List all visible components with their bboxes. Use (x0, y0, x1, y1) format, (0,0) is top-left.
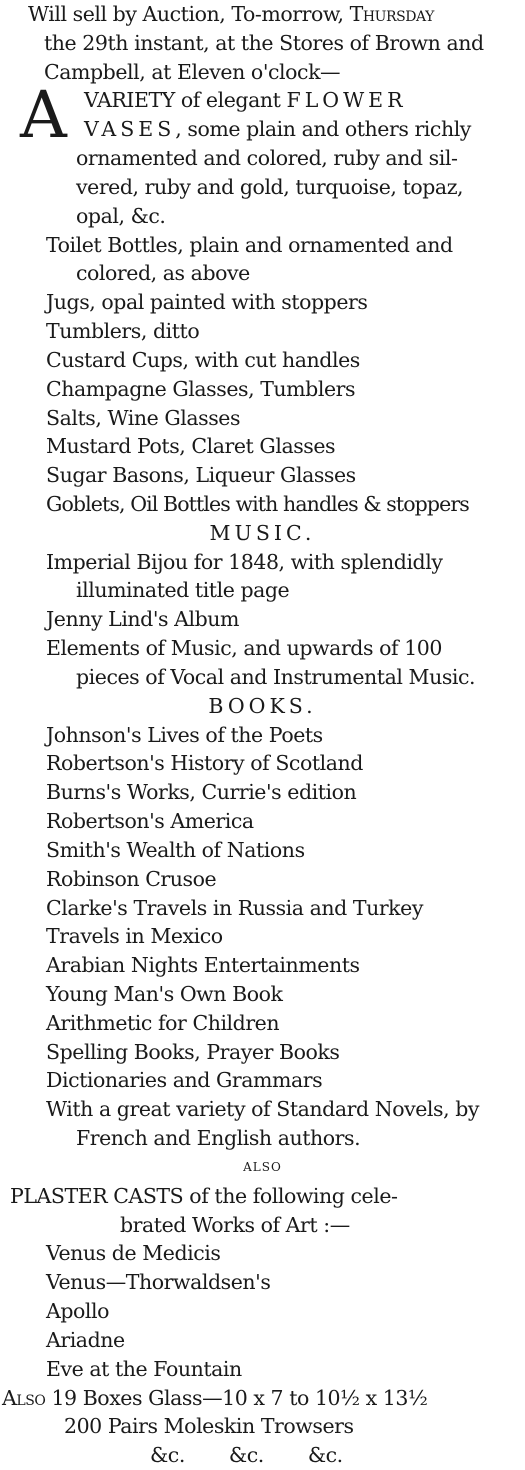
glass-line-4: vered, ruby and gold, turquoise, topaz, (76, 174, 464, 199)
cast-item: Ariadne (46, 1327, 125, 1352)
also-heading: ALSO (243, 1159, 282, 1174)
item-elements-of-music-cont: pieces of Vocal and Instrumental Music. (76, 664, 476, 689)
cast-item: Venus de Medicis (46, 1241, 221, 1266)
glass-line-5: opal, &c. (76, 203, 166, 228)
intro-text: Will sell by Auction, To-morrow, (28, 2, 350, 26)
item-toilet-bottles: Toilet Bottles, plain and ornamented and (46, 232, 453, 257)
closing-etc-line (150, 1441, 525, 1470)
item-mustard: Mustard Pots, Claret Glasses (46, 434, 336, 459)
item-imperial-bijou-cont: illuminated title page (76, 578, 290, 603)
item-champagne: Champagne Glasses, Tumblers (46, 376, 356, 401)
etc-mark: &c. (228, 1443, 264, 1468)
book-item: Smith's Wealth of Nations (46, 837, 305, 862)
glass-line-2 (84, 115, 525, 144)
book-item: Dictionaries and Grammars (46, 1068, 323, 1093)
item-salts: Salts, Wine Glasses (46, 405, 241, 430)
item-elements-of-music: Elements of Music, and upwards of 100 (46, 636, 442, 661)
book-item: Robinson Crusoe (46, 866, 217, 891)
boxes-text: 19 Boxes Glass—10 x 7 to 10½ x 13½ (45, 1385, 428, 1410)
closing-trowsers-line: 200 Pairs Moleskin Trowsers (64, 1414, 354, 1439)
item-imperial-bijou: Imperial Bijou for 1848, with splendidly (46, 549, 443, 574)
intro-line-3: Campbell, at Eleven o'clock— (44, 59, 341, 84)
book-item-novels-cont: French and English authors. (76, 1126, 361, 1151)
glass-text: , some plain and others richly (175, 117, 471, 142)
music-heading: MUSIC. (209, 520, 316, 545)
cast-item: Venus—Thorwaldsen's (46, 1270, 271, 1295)
book-item: Young Man's Own Book (46, 982, 283, 1006)
book-item: Johnson's Lives of the Poets (46, 722, 323, 747)
intro-line-2: the 29th instant, at the Stores of Brown and (44, 30, 484, 55)
book-item-novels: With a great variety of Standard Novels, by (46, 1097, 480, 1122)
item-jenny-lind: Jenny Lind's Album (46, 607, 240, 632)
closing-boxes-line (2, 1384, 525, 1413)
intro-day: Thursday (349, 2, 434, 26)
drop-cap: A (20, 78, 67, 154)
glass-line-1 (84, 86, 525, 115)
book-item: Robertson's America (46, 809, 254, 834)
book-item: Travels in Mexico (46, 924, 223, 949)
book-item: Arithmetic for Children (46, 1010, 280, 1035)
books-heading: BOOKS. (208, 693, 317, 718)
glass-text: VARIETY of elegant (84, 88, 287, 113)
flower-word: FLOWER (286, 88, 407, 113)
book-item: Spelling Books, Prayer Books (46, 1039, 340, 1064)
book-item: Robertson's History of Scotland (46, 751, 363, 776)
also-word: Also (2, 1385, 46, 1410)
vases-word: VASES (84, 117, 176, 142)
intro-line-1 (28, 0, 525, 29)
item-jugs: Jugs, opal painted with stoppers (46, 290, 368, 315)
item-sugar: Sugar Basons, Liqueur Glasses (46, 463, 356, 488)
book-item: Burns's Works, Currie's edition (46, 780, 357, 805)
cast-item: Apollo (46, 1299, 110, 1324)
glass-line-3: ornamented and colored, ruby and sil- (76, 146, 458, 171)
casts-intro-cont: brated Works of Art :— (120, 1212, 350, 1237)
item-custard-cups: Custard Cups, with cut handles (46, 347, 360, 372)
book-item: Arabian Nights Entertainments (46, 953, 360, 978)
item-goblets: Goblets, Oil Bottles with handles & stoppers (46, 492, 469, 516)
etc-mark: &c. (150, 1443, 185, 1468)
item-tumblers: Tumblers, ditto (46, 319, 200, 344)
casts-intro: PLASTER CASTS of the following cele- (10, 1183, 398, 1208)
book-item: Clarke's Travels in Russia and Turkey (46, 895, 423, 920)
etc-mark: &c. (307, 1443, 343, 1468)
cast-item: Eve at the Fountain (46, 1356, 242, 1381)
item-toilet-bottles-cont: colored, as above (76, 261, 250, 286)
